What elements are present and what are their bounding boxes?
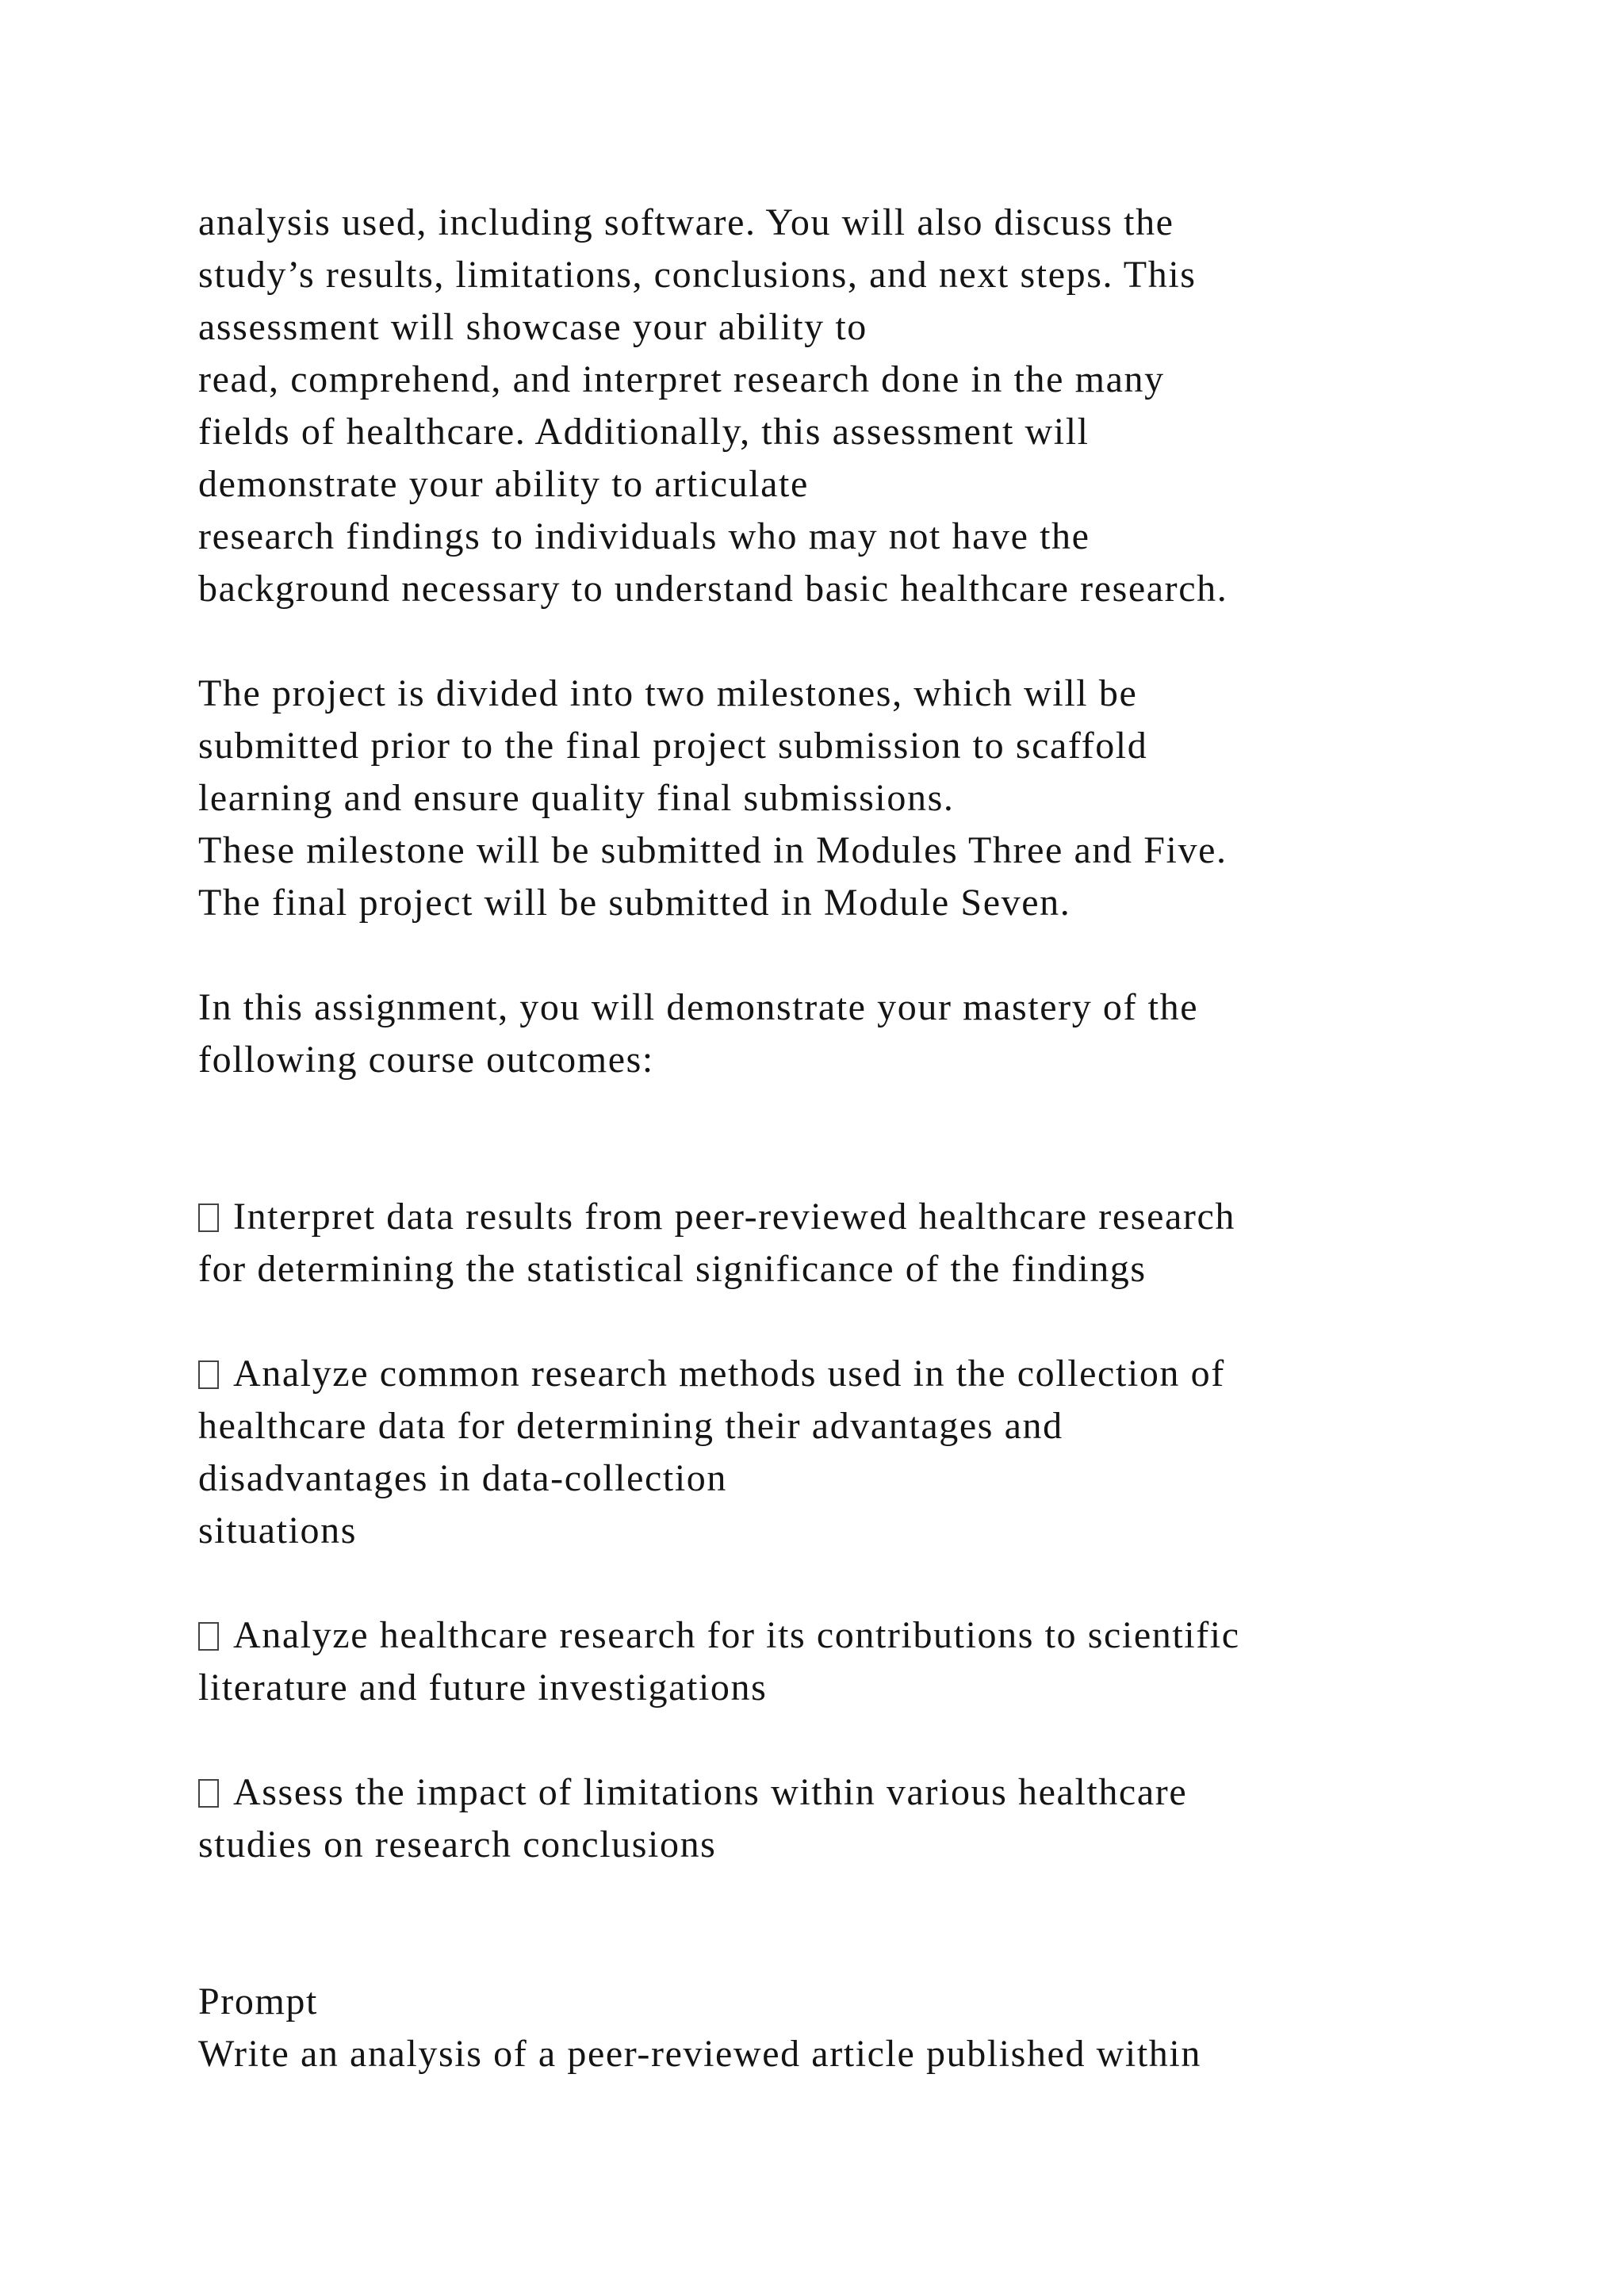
outcome-item — [198, 1348, 1499, 1557]
outcome-text: Analyze common research methods used in the collection of — [233, 1353, 1225, 1395]
outcome-first-line — [198, 1348, 1499, 1400]
document-body — [198, 197, 1499, 2080]
missing-glyph-box-icon — [198, 1360, 219, 1389]
text-line: literature and future investigations — [198, 1667, 768, 1709]
prompt-heading: Prompt — [198, 1980, 318, 2022]
outcome-item — [198, 1191, 1499, 1295]
text-line: The final project will be submitted in Module Seven. — [198, 882, 1071, 924]
text-line: for determining the statistical significance of the findings — [198, 1248, 1147, 1290]
paragraph-spacer — [198, 1714, 1499, 1766]
outcome-first-line — [198, 1609, 1499, 1662]
paragraph-spacer — [198, 1295, 1499, 1348]
text-line: analysis used, including software. You will also discuss the — [198, 201, 1174, 243]
outcome-text: Assess the impact of limitations within various healthcare — [233, 1771, 1188, 1813]
outcome-text: Interpret data results from peer-reviewed healthcare research — [233, 1196, 1235, 1238]
paragraph-spacer — [198, 1557, 1499, 1609]
text-line: demonstrate your ability to articulate — [198, 463, 809, 505]
missing-glyph-box-icon — [198, 1622, 219, 1651]
text-line: disadvantages in data-collection — [198, 1457, 727, 1499]
text-line: read, comprehend, and interpret research done in the many — [198, 358, 1165, 400]
text-line: These milestone will be submitted in Modules Three and Five. — [198, 829, 1228, 871]
outcomes-intro — [198, 982, 1499, 1086]
text-line: submitted prior to the final project submission to scaffold — [198, 725, 1148, 767]
paragraph-spacer — [198, 1871, 1499, 1976]
outcome-first-line — [198, 1766, 1499, 1819]
intro-paragraph — [198, 197, 1499, 615]
text-line: healthcare data for determining their advantages and — [198, 1405, 1063, 1447]
text-line: studies on research conclusions — [198, 1823, 717, 1866]
text-line: learning and ensure quality final submissions. — [198, 777, 955, 819]
text-line: study’s results, limitations, conclusions, and next steps. This — [198, 254, 1197, 296]
text-line: In this assignment, you will demonstrate your mastery of the — [198, 986, 1199, 1028]
paragraph-spacer — [198, 929, 1499, 982]
text-line: assessment will showcase your ability to — [198, 306, 868, 348]
milestones-paragraph — [198, 668, 1499, 929]
missing-glyph-box-icon — [198, 1779, 219, 1808]
text-line: following course outcomes: — [198, 1039, 654, 1081]
text-line: background necessary to understand basic healthcare research. — [198, 568, 1228, 610]
text-line: research findings to individuals who may not have the — [198, 515, 1090, 557]
prompt-text: Write an analysis of a peer-reviewed article published within — [198, 2033, 1201, 2075]
outcome-text: Analyze healthcare research for its contributions to scientific — [233, 1614, 1240, 1656]
text-line: situations — [198, 1510, 358, 1552]
text-line: fields of healthcare. Additionally, this assessment will — [198, 411, 1090, 453]
outcome-item — [198, 1609, 1499, 1714]
prompt-section — [198, 1976, 1499, 2080]
missing-glyph-box-icon — [198, 1203, 219, 1232]
text-line: The project is divided into two milestones, which will be — [198, 672, 1138, 714]
paragraph-spacer — [198, 1086, 1499, 1191]
outcome-item — [198, 1766, 1499, 1871]
paragraph-spacer — [198, 615, 1499, 668]
outcome-first-line — [198, 1191, 1499, 1243]
